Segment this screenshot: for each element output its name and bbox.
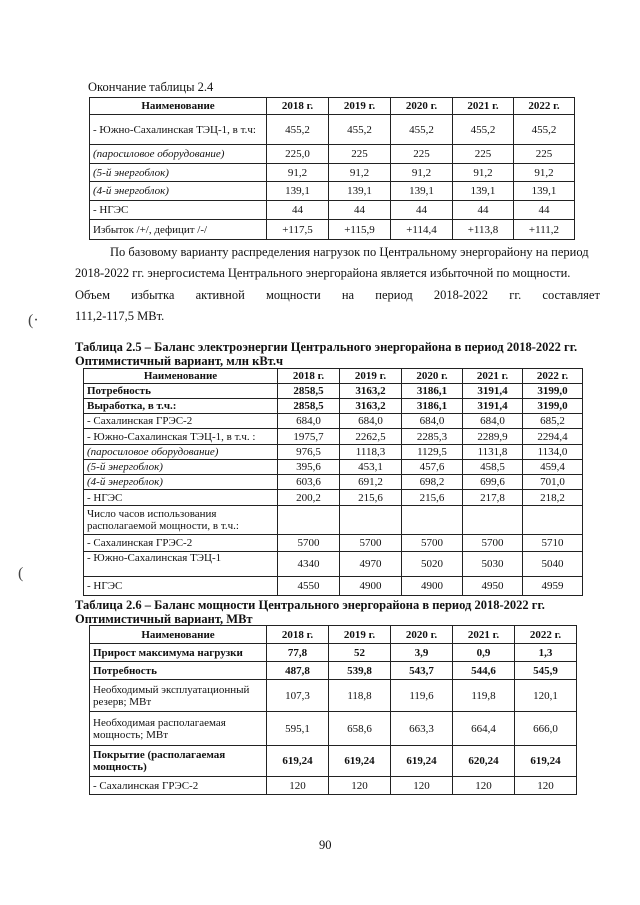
table-2-5-subcaption: Оптимистичный вариант, млн кВт.ч	[75, 354, 284, 368]
header-cell: 2020 г.	[402, 369, 463, 384]
cell	[278, 506, 340, 535]
cell: 5700	[402, 535, 463, 552]
cell: 4550	[278, 577, 340, 596]
cell: 120	[453, 777, 515, 795]
cell: 976,5	[278, 445, 340, 460]
paragraph-line: 111,2-117,5 МВт.	[75, 309, 165, 323]
cell: 3186,1	[402, 399, 463, 414]
cell: 120	[267, 777, 329, 795]
cell: 459,4	[523, 460, 583, 475]
cell: 2289,9	[463, 429, 523, 445]
cell: 395,6	[278, 460, 340, 475]
cell: 619,24	[391, 746, 453, 777]
word: мощности	[265, 288, 321, 302]
cell: 543,7	[391, 662, 453, 680]
table-2-4	[89, 97, 575, 240]
cell: 4950	[463, 577, 523, 596]
row-label: Покрытие (располагаемая мощность)	[90, 746, 267, 777]
row-label: Необходимая располагаемая мощность; МВт	[90, 712, 267, 746]
cell: 603,6	[278, 475, 340, 490]
table-row	[84, 535, 583, 552]
table-row	[90, 201, 575, 220]
table-row	[90, 182, 575, 201]
cell: 3163,2	[340, 384, 402, 399]
cell: 455,2	[514, 115, 575, 145]
row-label: - Сахалинская ГРЭС-2	[84, 414, 278, 429]
cell: 455,2	[267, 115, 329, 145]
header-cell: 2021 г.	[453, 626, 515, 644]
table-row	[90, 712, 577, 746]
table-row	[84, 384, 583, 399]
cell: 225	[514, 145, 575, 164]
cell: 1,3	[515, 644, 577, 662]
cell: 5700	[340, 535, 402, 552]
cell: 3186,1	[402, 384, 463, 399]
header-cell: Наименование	[90, 98, 267, 115]
row-label: (5-й энергоблок)	[84, 460, 278, 475]
header-cell: 2022 г.	[514, 98, 575, 115]
row-label: - Сахалинская ГРЭС-2	[84, 535, 278, 552]
cell: 44	[453, 201, 514, 220]
cell: 44	[391, 201, 453, 220]
word: 2018-2022	[433, 288, 489, 302]
margin-mark-icon: (	[18, 565, 24, 582]
cell: 200,2	[278, 490, 340, 506]
table-row	[90, 145, 575, 164]
word: гг.	[509, 288, 522, 302]
header-cell: 2018 г.	[267, 98, 329, 115]
cell: 4970	[340, 552, 402, 577]
cell: 658,6	[329, 712, 391, 746]
table-row	[90, 662, 577, 680]
cell: 120	[515, 777, 577, 795]
paragraph-line: По базовому варианту распределения нагрузок по Центральному энергорайону на период	[110, 245, 589, 259]
cell: 701,0	[523, 475, 583, 490]
table-row	[90, 777, 577, 795]
cell: 1975,7	[278, 429, 340, 445]
cell: 225	[391, 145, 453, 164]
cell: 3191,4	[463, 384, 523, 399]
cell: 2294,4	[523, 429, 583, 445]
table-row	[84, 429, 583, 445]
cell: 139,1	[514, 182, 575, 201]
cell: 107,3	[267, 680, 329, 712]
cell: 455,2	[329, 115, 391, 145]
row-label: Выработка, в т.ч.:	[84, 399, 278, 414]
cell: 5710	[523, 535, 583, 552]
cell: 2858,5	[278, 399, 340, 414]
table-row	[84, 552, 583, 577]
header-cell: 2019 г.	[329, 626, 391, 644]
cell: 5040	[523, 552, 583, 577]
cell: 44	[267, 201, 329, 220]
cell: 619,24	[267, 746, 329, 777]
table-row	[84, 490, 583, 506]
cell: 1134,0	[523, 445, 583, 460]
cell: 2858,5	[278, 384, 340, 399]
cell: 215,6	[402, 490, 463, 506]
cell: 685,2	[523, 414, 583, 429]
cell: 5020	[402, 552, 463, 577]
cell	[463, 506, 523, 535]
cell: +115,9	[329, 220, 391, 240]
header-cell: 2021 г.	[463, 369, 523, 384]
cell: +117,5	[267, 220, 329, 240]
row-label: (паросиловое оборудование)	[84, 445, 278, 460]
word: избытка	[131, 288, 175, 302]
row-label: (4-й энергоблок)	[90, 182, 267, 201]
cell: 2262,5	[340, 429, 402, 445]
table-2-6-caption: Таблица 2.6 – Баланс мощности Центрального энергорайона в период 2018-2022 гг.	[75, 598, 545, 612]
cell: 457,6	[402, 460, 463, 475]
table-2-5-caption: Таблица 2.5 – Баланс электроэнергии Центрального энергорайона в период 2018-2022 гг.	[75, 340, 578, 354]
cell: 118,8	[329, 680, 391, 712]
cell: 1118,3	[340, 445, 402, 460]
word: на	[341, 288, 355, 302]
cell: 3199,0	[523, 399, 583, 414]
cell: 3191,4	[463, 399, 523, 414]
cell: 120,1	[515, 680, 577, 712]
paragraph-line: 2018-2022 гг. энергосистема Центрального энергорайона является избыточной по мощности.	[75, 266, 571, 280]
row-label: Необходимый эксплуатационный резерв; МВт	[90, 680, 267, 712]
header-cell: 2022 г.	[523, 369, 583, 384]
cell	[523, 506, 583, 535]
row-label: - Сахалинская ГРЭС-2	[90, 777, 267, 795]
cell: 455,2	[453, 115, 514, 145]
margin-mark-icon: (·	[28, 312, 39, 329]
header-cell: 2019 г.	[329, 98, 391, 115]
cell: 44	[514, 201, 575, 220]
table-row	[84, 460, 583, 475]
cell: 91,2	[453, 164, 514, 182]
cell: 91,2	[514, 164, 575, 182]
cell: 619,24	[329, 746, 391, 777]
row-label: Потребность	[90, 662, 267, 680]
cell: 0,9	[453, 644, 515, 662]
row-label: Избыток /+/, дефицит /-/	[90, 220, 267, 240]
cell: 91,2	[329, 164, 391, 182]
table-row	[90, 164, 575, 182]
cell: 77,8	[267, 644, 329, 662]
cell: 1129,5	[402, 445, 463, 460]
table-row	[84, 399, 583, 414]
cell: 120	[391, 777, 453, 795]
row-label: Потребность	[84, 384, 278, 399]
cell: 453,1	[340, 460, 402, 475]
word: активной	[195, 288, 245, 302]
header-cell: 2018 г.	[278, 369, 340, 384]
row-label: - Южно-Сахалинская ТЭЦ-1, в т.ч. :	[84, 429, 278, 445]
table-row	[84, 414, 583, 429]
table-row	[90, 746, 577, 777]
row-label: (паросиловое оборудование)	[90, 145, 267, 164]
cell: 218,2	[523, 490, 583, 506]
header-cell: Наименование	[84, 369, 278, 384]
cell: 595,1	[267, 712, 329, 746]
cell: 666,0	[515, 712, 577, 746]
cell: 44	[329, 201, 391, 220]
table-row	[90, 680, 577, 712]
table-2-6	[89, 625, 577, 795]
cell: 699,6	[463, 475, 523, 490]
header-cell: 2021 г.	[453, 98, 514, 115]
cell: 684,0	[278, 414, 340, 429]
cell: 225	[453, 145, 514, 164]
row-label: - НГЭС	[84, 490, 278, 506]
cell: 5700	[463, 535, 523, 552]
row-label: Прирост максимума нагрузки	[90, 644, 267, 662]
cell: 139,1	[391, 182, 453, 201]
cell: 119,6	[391, 680, 453, 712]
cell: 4959	[523, 577, 583, 596]
cell: 3199,0	[523, 384, 583, 399]
word: Объем	[75, 288, 110, 302]
row-label: - НГЭС	[84, 577, 278, 596]
cell: 698,2	[402, 475, 463, 490]
table-2-5	[83, 368, 583, 596]
cell: 684,0	[402, 414, 463, 429]
cell: 619,24	[515, 746, 577, 777]
cell: 119,8	[453, 680, 515, 712]
cell: 5030	[463, 552, 523, 577]
cell: 664,4	[453, 712, 515, 746]
header-cell: 2022 г.	[515, 626, 577, 644]
cell: 691,2	[340, 475, 402, 490]
cell: 620,24	[453, 746, 515, 777]
cell: 139,1	[267, 182, 329, 201]
cell: 539,8	[329, 662, 391, 680]
table-row	[84, 475, 583, 490]
cell: +114,4	[391, 220, 453, 240]
header-cell: Наименование	[90, 626, 267, 644]
table-2-4-caption: Окончание таблицы 2.4	[88, 80, 214, 94]
row-label: Число часов использования располагаемой мощности, в т.ч.:	[84, 506, 278, 535]
cell: 120	[329, 777, 391, 795]
cell: 225	[329, 145, 391, 164]
header-cell: 2020 г.	[391, 626, 453, 644]
cell: 3,9	[391, 644, 453, 662]
table-row	[90, 644, 577, 662]
row-label: (4-й энергоблок)	[84, 475, 278, 490]
cell: 4900	[402, 577, 463, 596]
header-cell: 2019 г.	[340, 369, 402, 384]
table-row	[90, 115, 575, 145]
cell: 663,3	[391, 712, 453, 746]
cell: 5700	[278, 535, 340, 552]
paragraph-line	[75, 284, 600, 306]
cell: 1131,8	[463, 445, 523, 460]
row-label: - НГЭС	[90, 201, 267, 220]
word: составляет	[542, 288, 600, 302]
cell: 225,0	[267, 145, 329, 164]
table-row	[90, 220, 575, 240]
cell: 544,6	[453, 662, 515, 680]
cell: 215,6	[340, 490, 402, 506]
cell: 91,2	[267, 164, 329, 182]
header-cell: 2018 г.	[267, 626, 329, 644]
cell: 139,1	[329, 182, 391, 201]
cell: 52	[329, 644, 391, 662]
cell: +111,2	[514, 220, 575, 240]
cell: 4340	[278, 552, 340, 577]
cell: +113,8	[453, 220, 514, 240]
page-number: 90	[319, 838, 332, 852]
row-label: (5-й энергоблок)	[90, 164, 267, 182]
cell: 487,8	[267, 662, 329, 680]
word: период	[375, 288, 413, 302]
table-row	[84, 445, 583, 460]
table-row	[84, 506, 583, 535]
cell: 3163,2	[340, 399, 402, 414]
row-label: - Южно-Сахалинская ТЭЦ-1	[84, 552, 278, 577]
table-2-6-subcaption: Оптимистичный вариант, МВт	[75, 612, 253, 626]
cell: 91,2	[391, 164, 453, 182]
row-label: - Южно-Сахалинская ТЭЦ-1, в т.ч:	[90, 115, 267, 145]
cell: 684,0	[340, 414, 402, 429]
table-row	[84, 577, 583, 596]
cell: 458,5	[463, 460, 523, 475]
cell	[402, 506, 463, 535]
cell: 4900	[340, 577, 402, 596]
cell: 217,8	[463, 490, 523, 506]
cell: 2285,3	[402, 429, 463, 445]
header-cell: 2020 г.	[391, 98, 453, 115]
cell: 545,9	[515, 662, 577, 680]
cell: 139,1	[453, 182, 514, 201]
cell: 455,2	[391, 115, 453, 145]
cell: 684,0	[463, 414, 523, 429]
cell	[340, 506, 402, 535]
